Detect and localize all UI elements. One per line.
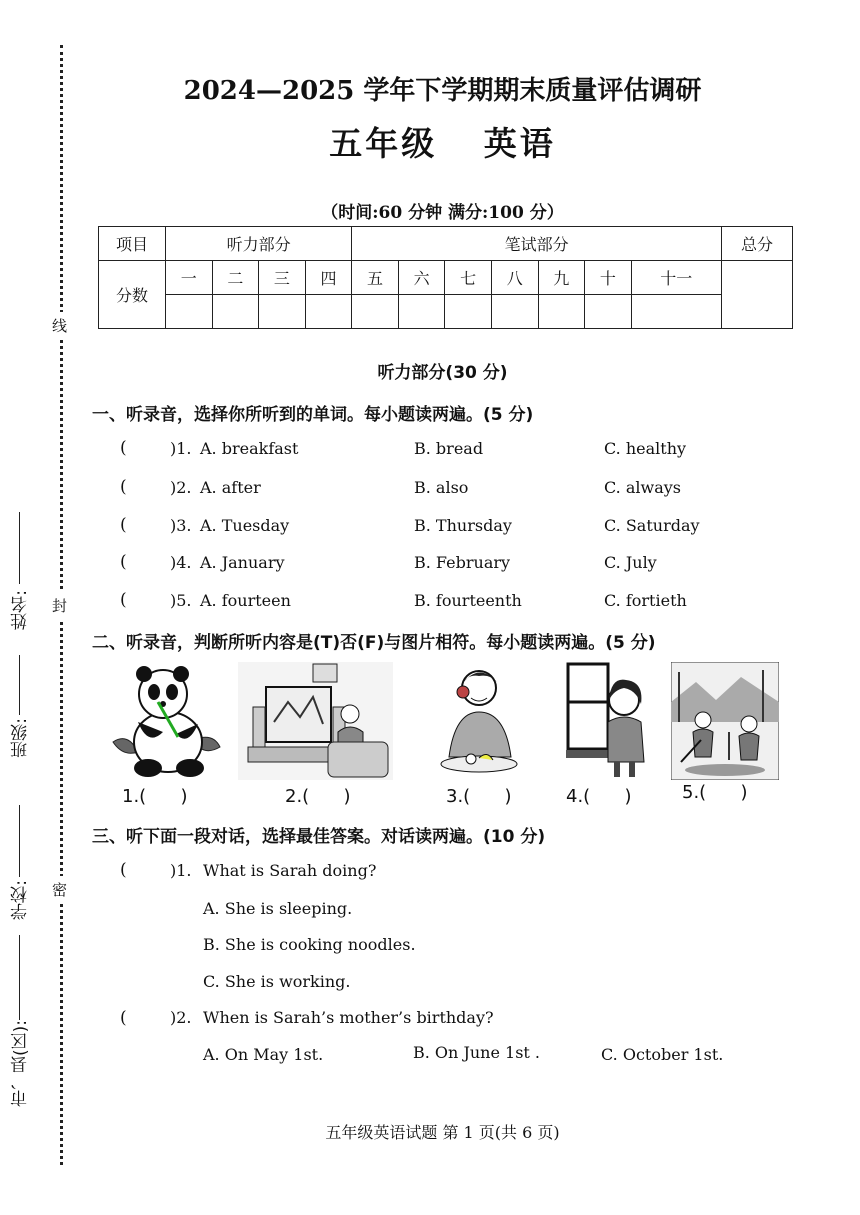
question-number: )1. <box>170 439 192 458</box>
score-cell[interactable] <box>491 295 538 329</box>
picture-answer-1[interactable]: 1.( ) <box>122 786 188 807</box>
part-header: 三 <box>259 261 306 295</box>
seal-secret-char: 密 <box>52 876 67 903</box>
option-b: B. fourteenth <box>414 591 522 610</box>
part-header: 十一 <box>631 261 721 295</box>
girl-window-picture <box>566 662 651 780</box>
class-blank <box>19 655 20 715</box>
section3-title: 三、听下面一段对话，选择最佳答案。对话读两遍。(10 分) <box>92 827 546 847</box>
exam-subtitle <box>0 118 860 165</box>
answer-paren[interactable]: ( <box>120 860 127 880</box>
total-score-cell[interactable] <box>722 261 793 329</box>
part-header: 二 <box>212 261 259 295</box>
option-a: A. She is sleeping. <box>203 899 353 918</box>
score-cell[interactable] <box>305 295 352 329</box>
option-c: C. fortieth <box>604 591 687 610</box>
listening-header: 听力部分 <box>166 227 352 261</box>
part-header: 四 <box>305 261 352 295</box>
score-cell[interactable] <box>212 295 259 329</box>
option-c: C. July <box>604 553 657 572</box>
picture-answer-5[interactable]: 5.( ) <box>682 782 748 803</box>
tv-room-picture <box>238 662 393 780</box>
question-number: )2. <box>170 478 192 497</box>
option-b: B. She is cooking noodles. <box>203 935 416 954</box>
section1-title: 一、听录音，选择你所听到的单词。每小题读两遍。(5 分) <box>92 405 534 425</box>
score-cell[interactable] <box>445 295 492 329</box>
score-cell[interactable] <box>166 295 213 329</box>
question-text: What is Sarah doing? <box>203 861 377 880</box>
part-header: 七 <box>445 261 492 295</box>
option-b: B. Thursday <box>414 516 512 535</box>
part-header: 六 <box>398 261 445 295</box>
city-blank <box>19 935 20 1020</box>
score-cell[interactable] <box>585 295 632 329</box>
section2-title: 二、听录音，判断所听内容是(T)否(F)与图片相符。每小题读两遍。(5 分) <box>92 633 656 653</box>
picture-answer-3[interactable]: 3.( ) <box>446 786 512 807</box>
answer-paren[interactable]: ( <box>120 477 127 497</box>
item-header: 项目 <box>99 227 166 261</box>
option-b: B. February <box>414 553 511 572</box>
part-header: 八 <box>491 261 538 295</box>
part-header: 九 <box>538 261 585 295</box>
option-c: C. She is working. <box>203 972 351 991</box>
option-b: B. On June 1st . <box>413 1043 541 1062</box>
city-label: 市、县(区): <box>11 1020 31 1107</box>
class-label: 班级: <box>11 718 31 758</box>
question-number: )2. <box>170 1008 192 1027</box>
option-c: C. healthy <box>604 439 687 458</box>
option-a: A. January <box>200 553 285 572</box>
score-table <box>98 226 793 329</box>
option-a: A. On May 1st. <box>203 1045 324 1064</box>
seal-line-char: 线 <box>52 312 67 339</box>
part-header: 五 <box>352 261 399 295</box>
answer-paren[interactable]: ( <box>120 590 127 610</box>
panda-picture <box>108 662 223 780</box>
time-info: （时间:60 分钟 满分:100 分） <box>321 203 564 223</box>
option-c: C. always <box>604 478 681 497</box>
picture-answer-4[interactable]: 4.( ) <box>566 786 632 807</box>
score-cell[interactable] <box>631 295 721 329</box>
option-a: A. breakfast <box>200 439 299 458</box>
score-cell[interactable] <box>352 295 399 329</box>
answer-paren[interactable]: ( <box>120 1008 127 1028</box>
listening-heading: 听力部分(30 分) <box>377 363 508 383</box>
planting-trees-picture <box>671 662 779 780</box>
grade-label: 五年级 <box>329 124 438 163</box>
score-cell[interactable] <box>259 295 306 329</box>
name-label: 姓名: <box>11 590 31 630</box>
seal-seal-char: 封 <box>52 592 67 619</box>
school-label: 学校: <box>11 880 31 920</box>
answer-paren[interactable]: ( <box>120 515 127 535</box>
score-cell[interactable] <box>538 295 585 329</box>
answer-paren[interactable]: ( <box>120 438 127 458</box>
option-c: C. October 1st. <box>601 1045 724 1064</box>
boy-eating-picture <box>435 662 523 780</box>
question-number: )1. <box>170 861 192 880</box>
part-header: 十 <box>585 261 632 295</box>
option-c: C. Saturday <box>604 516 700 535</box>
option-b: B. bread <box>414 439 484 458</box>
picture-answer-2[interactable]: 2.( ) <box>285 786 351 807</box>
option-a: A. Tuesday <box>200 516 290 535</box>
option-b: B. also <box>414 478 469 497</box>
option-a: A. fourteen <box>200 591 291 610</box>
question-number: )5. <box>170 591 192 610</box>
name-blank <box>19 512 20 584</box>
answer-paren[interactable]: ( <box>120 552 127 572</box>
exam-title: 2024—2025 学年下学期期末质量评估调研 <box>183 76 702 106</box>
score-row-label: 分数 <box>99 261 166 329</box>
option-a: A. after <box>200 478 261 497</box>
writing-header: 笔试部分 <box>352 227 722 261</box>
question-text: When is Sarah’s mother’s birthday? <box>203 1008 494 1027</box>
total-header: 总分 <box>722 227 793 261</box>
question-number: )3. <box>170 516 192 535</box>
subject-label: 英语 <box>483 124 556 163</box>
page-footer: 五年级英语试题 第 1 页(共 6 页) <box>325 1123 560 1142</box>
question-number: )4. <box>170 553 192 572</box>
part-header: 一 <box>166 261 213 295</box>
score-cell[interactable] <box>398 295 445 329</box>
school-blank <box>19 805 20 877</box>
